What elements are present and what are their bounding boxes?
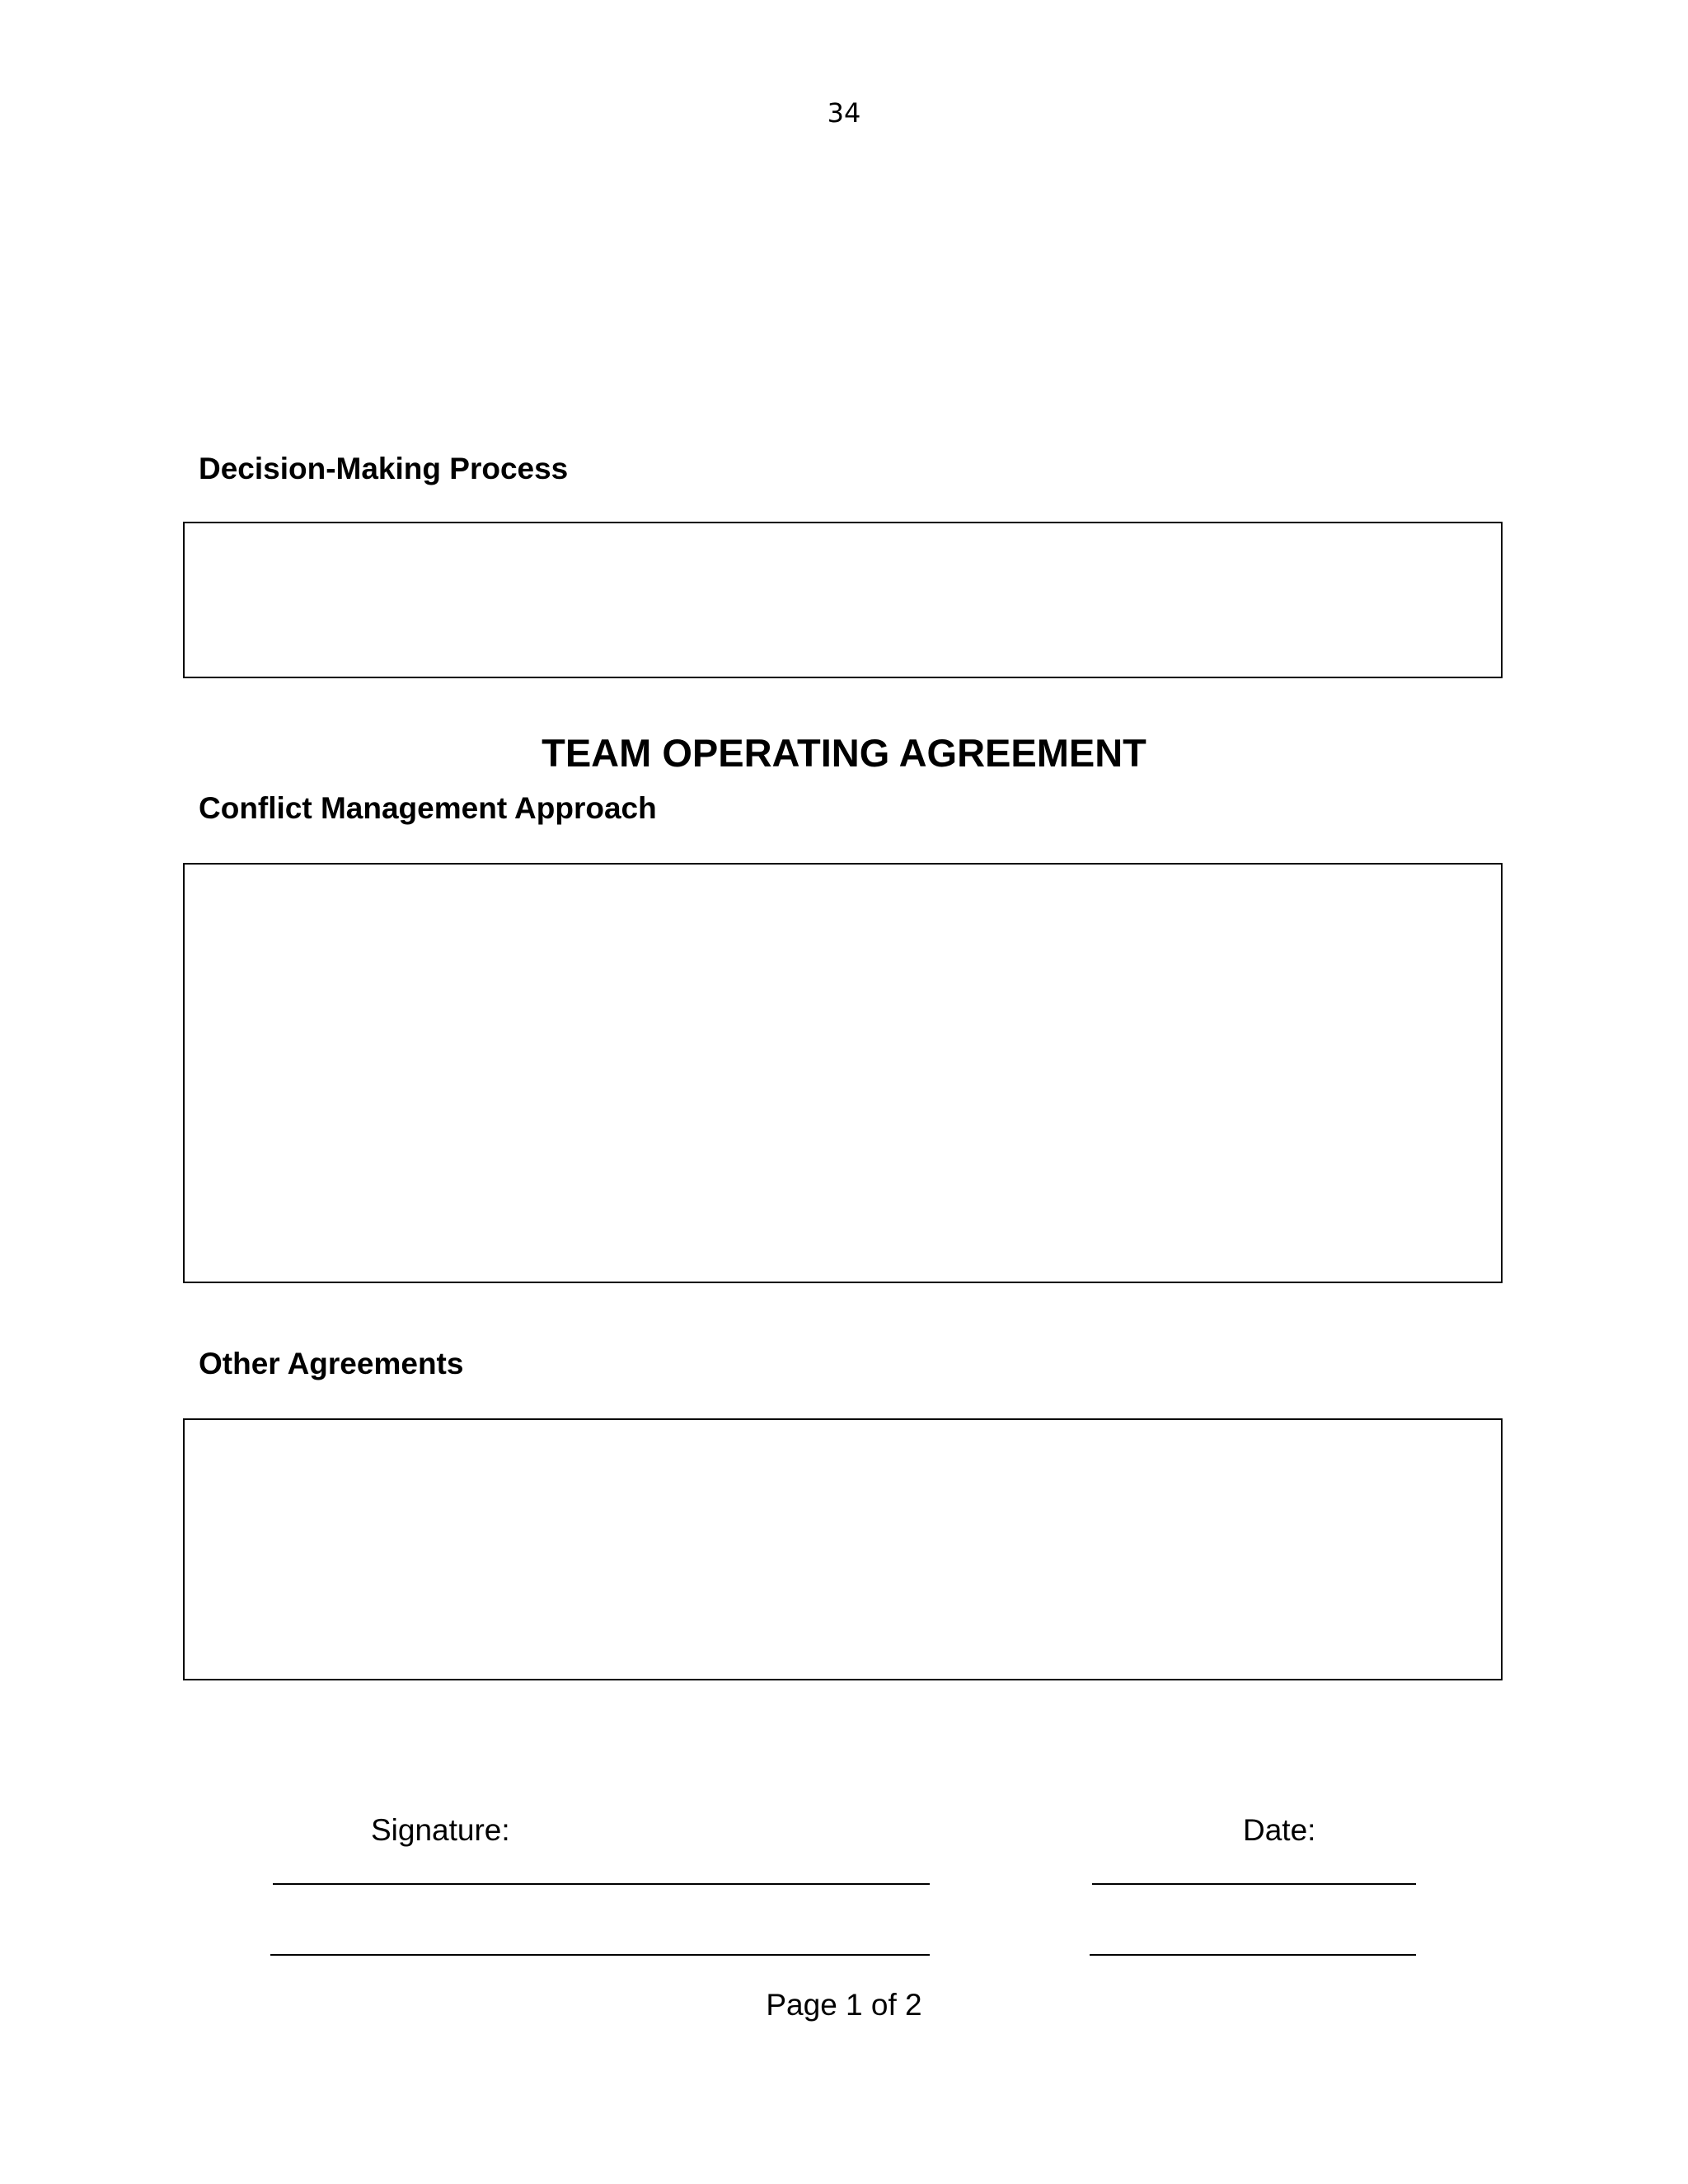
decision-making-heading: Decision-Making Process — [199, 452, 569, 485]
page-number: 34 — [827, 97, 861, 129]
date-label: Date: — [1243, 1813, 1316, 1847]
page-footer: Page 1 of 2 — [766, 1988, 922, 2022]
signature-line-1[interactable] — [273, 1883, 930, 1885]
decision-making-field[interactable] — [183, 522, 1503, 678]
date-line-2[interactable] — [1090, 1954, 1416, 1956]
conflict-management-field[interactable] — [183, 863, 1503, 1283]
other-agreements-field[interactable] — [183, 1418, 1503, 1680]
date-line-1[interactable] — [1092, 1883, 1416, 1885]
document-title: TEAM OPERATING AGREEMENT — [542, 731, 1146, 775]
signature-label: Signature: — [371, 1813, 510, 1847]
other-agreements-heading: Other Agreements — [199, 1347, 464, 1380]
conflict-management-heading: Conflict Management Approach — [199, 791, 657, 825]
signature-line-2[interactable] — [270, 1954, 930, 1956]
